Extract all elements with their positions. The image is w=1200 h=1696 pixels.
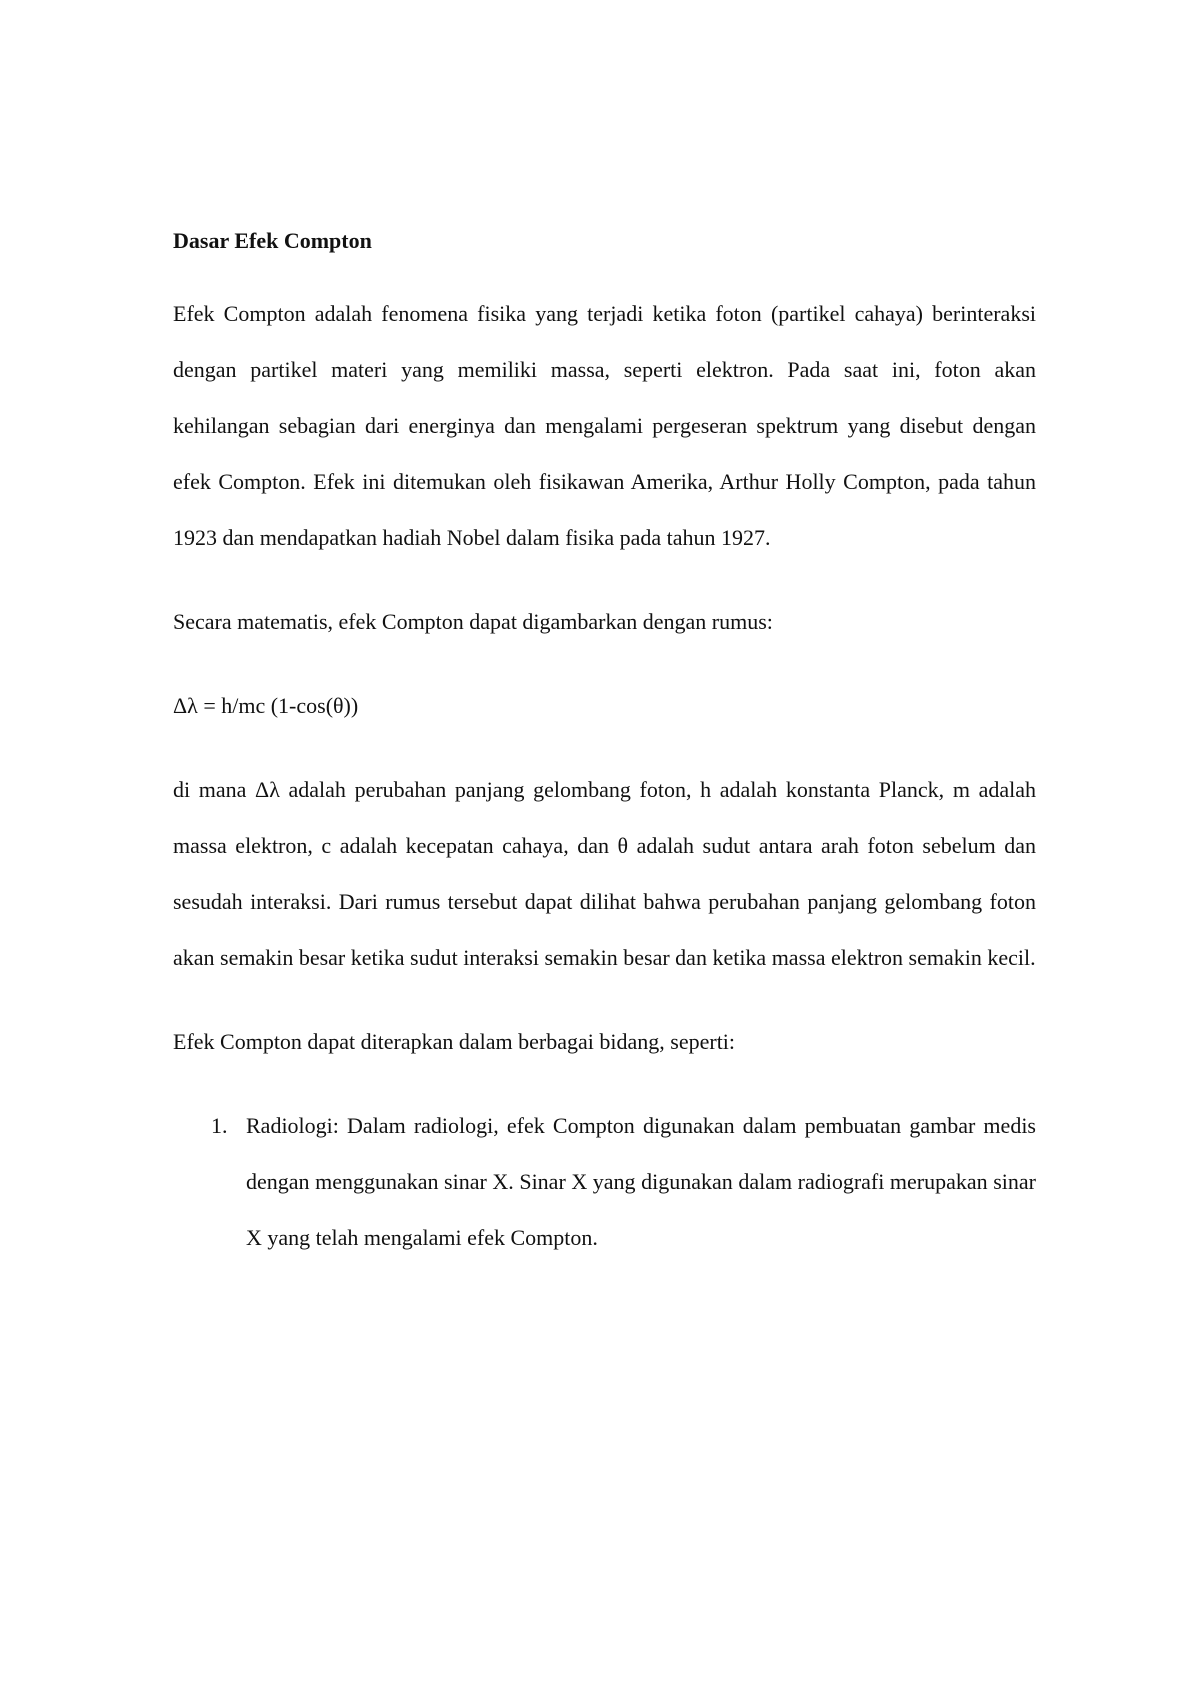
intro-paragraph: Efek Compton adalah fenomena fisika yang terjadi ketika foton (partikel cahaya) berinteraksi dengan partikel materi yang memiliki massa, seperti elektron. Pada saat ini, foton akan kehilangan sebagian dari energinya dan mengalami pergeseran spektrum yang disebut dengan efek Compton. Efek ini ditemukan oleh fisikawan Amerika, Arthur Holly Compton, pada tahun 1923 dan mendapatkan hadiah Nobel dalam fisika pada tahun 1927. bbox=[173, 301, 1036, 550]
applications-intro-paragraph: Efek Compton dapat diterapkan dalam berbagai bidang, seperti: bbox=[173, 1029, 736, 1054]
compton-formula: Δλ = h/mc (1-cos(θ)) bbox=[173, 693, 359, 718]
formula-intro-paragraph: Secara matematis, efek Compton dapat digambarkan dengan rumus: bbox=[173, 609, 773, 634]
formula-explanation-paragraph: di mana Δλ adalah perubahan panjang gelombang foton, h adalah konstanta Planck, m adalah massa elektron, c adalah kecepatan cahaya, dan θ adalah sudut antara arah foton sebelum dan sesudah interaksi. Dari rumus tersebut dapat dilihat bahwa perubahan panjang gelombang foton akan semakin besar ketika sudut interaksi semakin besar dan ketika massa elektron semakin kecil. bbox=[173, 777, 1036, 970]
list-item-text: Radiologi: Dalam radiologi, efek Compton digunakan dalam pembuatan gambar medis dengan menggunakan sinar X. Sinar X yang digunakan dalam radiografi merupakan sinar X yang telah mengalami efek Compton. bbox=[246, 1113, 1036, 1250]
document-body bbox=[173, 226, 1036, 1266]
document-title: Dasar Efek Compton bbox=[173, 228, 372, 253]
applications-list bbox=[173, 1098, 1036, 1266]
list-item bbox=[211, 1098, 1036, 1266]
list-item-number: 1. bbox=[211, 1113, 228, 1138]
